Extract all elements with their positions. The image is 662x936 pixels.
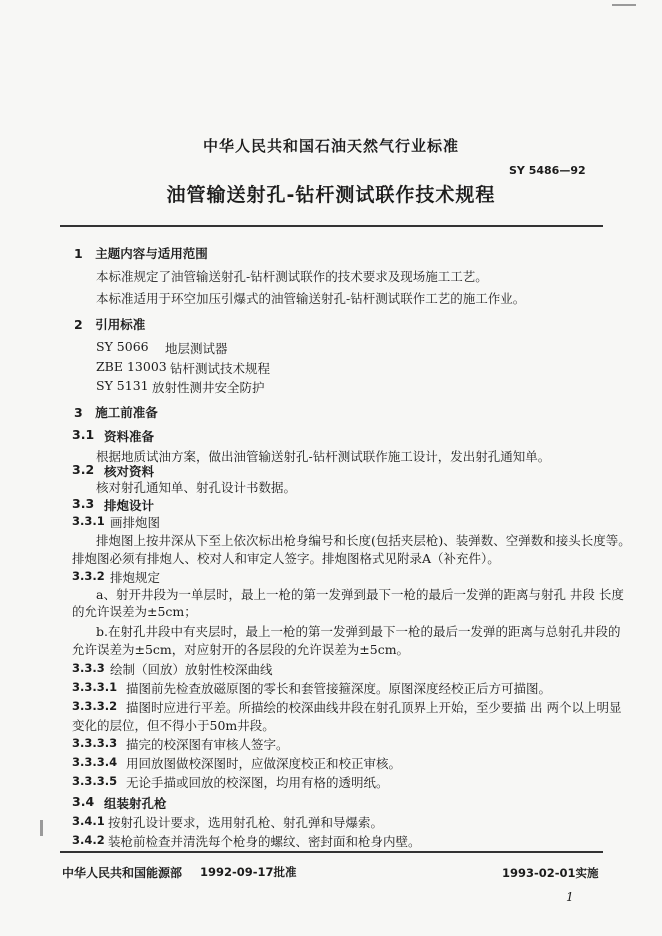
subclause-text: 描图时应进行平差。所描绘的校深曲线井段在射孔顶界上开始，至少要描 出 两个以上明显 [126,700,622,715]
ref-code: SY 5066 [96,339,149,354]
header-rule [60,225,603,227]
subclause-text: 无论手描或回放的校深图，均用有格的透明纸。 [126,775,389,790]
ref-name: 钻杆测试技术规程 [170,361,271,376]
clause-number: 3.2 [72,462,95,477]
subclause-text: 按射孔设计要求，选用射孔枪、射孔弹和导爆索。 [108,815,384,830]
subclause-text-cont: 变化的层位，但不得小于50m井段。 [72,718,275,733]
subclause-number: 3.3.3.3 [72,736,118,750]
clause-text: 根据地质试油方案，做出油管输送射孔-钻杆测试联作施工设计，发出射孔通知单。 [96,449,551,464]
clause-number: 3.3.1 [72,514,105,528]
page-number: 1 [566,890,574,904]
scan-mark-margin [40,820,43,836]
section-1-para-1: 本标准规定了油管输送射孔-钻杆测试联作的技术要求及现场施工工艺。 [96,269,488,284]
clause-title: 绘制（回放）放射性校深曲线 [110,662,273,677]
clause-item-a-cont: 的允许误差为±5cm； [72,604,197,619]
ref-code: ZBE 13003 [96,359,167,374]
clause-number: 3.3.2 [72,569,105,583]
section-1-para-2: 本标准适用于环空加压引爆式的油管输送射孔-钻杆测试联作工艺的施工作业。 [96,291,526,306]
industry-standard-label: 中华人民共和国石油天然气行业标准 [202,137,459,155]
standard-code: SY 5486—92 [509,164,586,177]
clause-item-b-cont: 允许误差为±5cm，对应射开的各层段的允许误差为±5cm。 [72,642,410,657]
clause-title: 排炮规定 [110,570,161,585]
ref-code: SY 5131 [96,378,149,393]
clause-title: 资料准备 [104,429,155,444]
issue-date: 1992-09-17批准 [200,865,297,879]
clause-title: 排炮设计 [104,498,155,513]
issuing-authority: 中华人民共和国能源部 [62,866,183,880]
subclause-text: 描完的校深图有审核人签字。 [126,737,289,752]
clause-text: 排炮图上按井深从下至上依次标出枪身编号和长度(包括夹层枪)、装弹数、空弹数和接头长度等。 [96,533,631,548]
clause-number: 3.1 [72,427,95,442]
clause-title: 核对资料 [104,464,155,479]
subclause-text: 装枪前检查并清洗每个枪身的螺纹、密封面和枪身内壁。 [108,834,421,849]
subclause-number: 3.4.1 [72,814,105,828]
scan-mark-top [612,4,636,6]
subclause-text: 描图前先检查放磁原图的零长和套管接箍深度。原图深度经校正后方可描图。 [126,681,552,696]
clause-title: 组装射孔枪 [104,796,167,811]
clause-text-cont: 排炮图必须有排炮人、校对人和审定人签字。排炮图格式见附录A（补充件）。 [72,551,500,566]
clause-item-a: a、射开井段为一单层时，最上一枪的第一发弹到最下一枪的最后一发弹的距离与射孔 井段 长度 [96,587,624,602]
subclause-number: 3.3.3.2 [72,699,118,713]
document-title: 油管输送射孔-钻杆测试联作技术规程 [166,184,496,206]
clause-text: 核对射孔通知单、射孔设计书数据。 [96,480,297,495]
ref-name: 放射性测井安全防护 [152,380,265,395]
subclause-number: 3.3.3.5 [72,774,118,788]
ref-name: 地层测试器 [165,341,228,356]
effective-date: 1993-02-01实施 [502,866,599,880]
subclause-number: 3.3.3.4 [72,755,118,769]
subclause-number: 3.4.2 [72,833,105,847]
subclause-number: 3.3.3.1 [72,680,118,694]
footer-rule [60,851,603,853]
section-1-heading: 1 主题内容与适用范围 [74,246,208,261]
clause-number: 3.3 [72,496,95,511]
section-3-heading: 3 施工前准备 [74,405,158,420]
clause-item-b: b.在射孔井段中有夹层时，最上一枪的第一发弹到最下一枪的最后一发弹的距离与总射孔井段的 [96,624,621,639]
section-2-heading: 2 引用标准 [74,317,146,332]
clause-number: 3.4 [72,794,95,809]
clause-number: 3.3.3 [72,661,105,675]
subclause-text: 用回放图做校深图时，应做深度校正和校正审核。 [126,756,402,771]
clause-title: 画排炮图 [110,515,161,530]
